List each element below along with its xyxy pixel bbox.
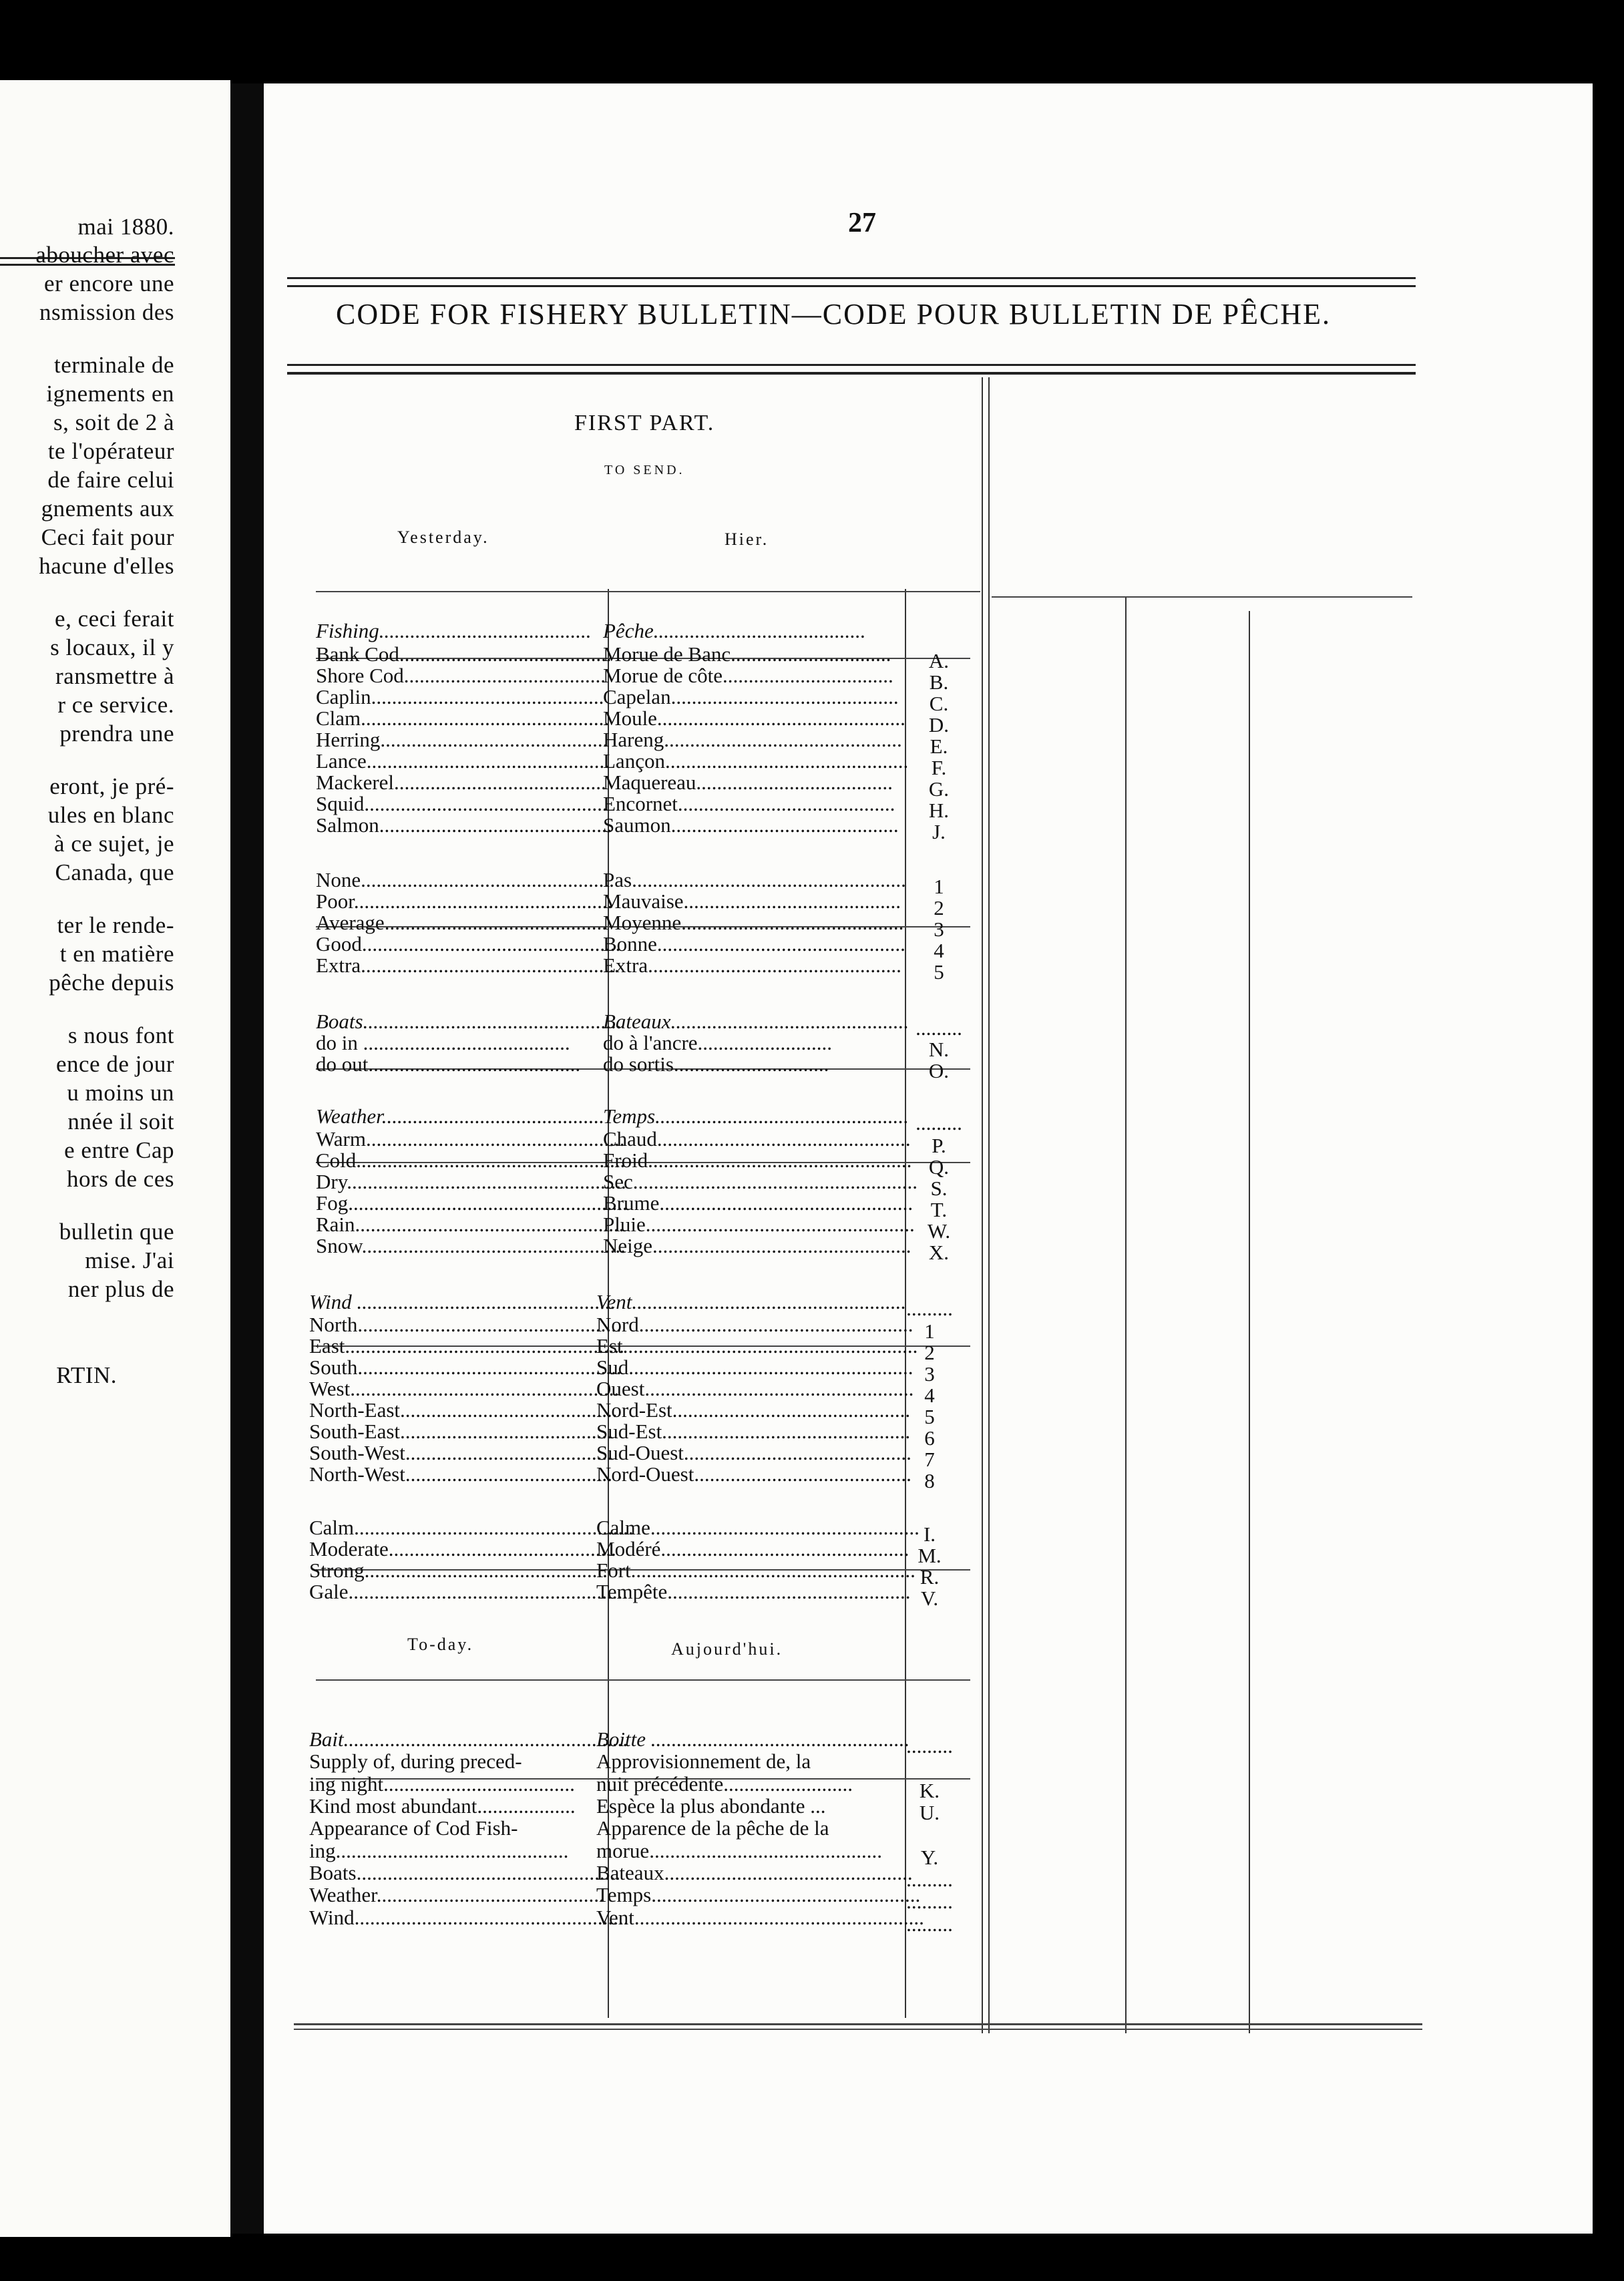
row-code: G. [928,777,950,801]
row-code: F. [931,756,947,779]
row-label-fr: Est......................................................... [596,1334,918,1358]
row-label-en: Extra.................................................. [316,954,620,977]
row-label-fr: Approvisionnement de, la [596,1749,811,1773]
row-label-fr: Calme.................................................... [596,1516,920,1539]
row-label-en: Herring............................................ [316,728,608,751]
row-label-en: Gale...................................................... [309,1580,628,1603]
row-label-en: Boats................................................... [309,1861,620,1884]
row-label-en: Fishing......................................... [316,619,592,642]
row-label-en: Good.................................................. [316,932,621,956]
row-label-en: Wind..................................................... [309,1906,629,1929]
row-label-en: South-East......................................... [309,1420,612,1443]
row-code: D. [928,713,950,737]
row-code: ......... [906,1297,953,1320]
row-label-fr: Nord-Ouest.......................................... [596,1462,911,1486]
table-rule [294,2029,1422,2030]
left-page-text-line: ter le rende- [57,912,174,938]
left-page-text-line: Canada, que [55,859,174,885]
row-label-fr: do sortis.............................. [603,1052,829,1076]
row-label-fr: Sud....................................................... [596,1356,914,1379]
table-vertical-rule [988,377,990,2033]
row-label-fr: Brume................................................. [603,1191,914,1215]
row-label-en: Poor.................................................. [316,889,613,913]
row-code: T. [930,1198,948,1221]
left-page-text-line: ignements en [46,381,174,407]
row-label-en: Salmon............................................. [316,813,612,837]
row-code: B. [929,670,949,694]
header-rule [287,285,1416,287]
row-label-fr: Sec....................................................... [603,1170,918,1193]
row-label-fr: Modéré................................................ [596,1537,909,1561]
left-page-text-line: ence de jour [55,1051,174,1077]
row-label-en: Mackerel......................................... [316,771,606,794]
row-label-fr: Apparence de la pêche de la [596,1816,829,1840]
row-label-en: Wind .................................................. [309,1290,616,1313]
row-label-fr: do à l'ancre.......................... [603,1031,833,1054]
row-label-en: West.................................................... [309,1377,620,1400]
row-label-fr: Chaud................................................. [603,1127,911,1151]
row-code: U. [919,1801,940,1824]
row-code: I. [923,1522,936,1546]
row-label-fr: Moule................................................ [603,706,905,730]
row-code: 1 [924,1319,935,1343]
left-page-text-line: mai 1880. [77,214,174,240]
row-code: 4 [924,1384,935,1407]
part-subtitle: TO SEND. [604,463,685,477]
row-label-en: Moderate............................................ [309,1537,616,1561]
row-label-fr: Lançon............................................... [603,749,909,773]
left-page-text-line: er encore une [44,270,174,296]
row-label-fr: morue............................................. [596,1839,882,1862]
row-label-en: Fog...................................................... [316,1191,628,1215]
row-label-fr: Vent..................................................... [596,1290,907,1313]
row-label-fr: Bonne................................................ [603,932,905,956]
row-label-en: Caplin............................................. [316,685,604,708]
row-code: X. [928,1241,950,1264]
left-page-text-line: bulletin que [59,1219,174,1245]
row-label-en: Weather............................................ [309,1883,604,1906]
left-page-text-line: eront, je pré- [49,773,174,799]
left-page-text-line: pêche depuis [49,970,174,996]
row-label-fr: Extra................................................. [603,954,901,977]
left-page-text-line: ransmettre à [55,663,174,689]
left-page [0,80,230,2237]
row-label-fr: Mauvaise.......................................... [603,889,901,913]
row-label-en: Kind most abundant................... [309,1794,576,1818]
left-page-text-line: te l'opérateur [47,438,174,464]
row-code: 5 [924,1405,935,1428]
row-label-fr: Pas..................................................... [603,868,906,891]
row-code: A. [928,649,950,672]
row-label-fr: Saumon............................................ [603,813,899,837]
row-label-en: Strong............................................... [309,1559,608,1582]
right-page [264,83,1593,2234]
row-label-en: Snow................................................... [316,1234,626,1257]
row-code: ......... [916,1111,962,1134]
row-code: 2 [924,1341,935,1364]
row-label-en: East...................................................... [309,1334,624,1358]
row-label-en: do out......................................... [316,1052,581,1076]
row-label-fr: Espèce la plus abondante ... [596,1794,826,1818]
row-code: 8 [924,1469,935,1492]
row-label-fr: Sud-Est................................................ [596,1420,911,1443]
row-code: R. [920,1565,940,1589]
row-code: H. [928,799,950,822]
row-label-fr: Froid................................................... [603,1149,912,1172]
row-label-fr: Moyenne........................................... [603,911,904,934]
row-code: ......... [906,1912,953,1936]
column-header-hier: Hier. [725,530,769,549]
row-label-en: ing night..................................... [309,1772,575,1796]
row-label-en: North-West........................................ [309,1462,612,1486]
page-gutter [230,83,264,2234]
row-label-en: do in ........................................ [316,1031,570,1054]
left-page-text-line: hors de ces [66,1166,174,1192]
row-label-en: Bait....................................................... [309,1727,628,1751]
row-code: Q. [928,1155,950,1179]
row-label-fr: Morue de Banc............................... [603,642,891,666]
row-label-fr: Temps.................................................... [596,1883,921,1906]
table-vertical-rule [982,377,983,2033]
left-page-text-line: Ceci fait pour [41,524,174,550]
row-label-fr: Encornet.......................................... [603,792,895,815]
row-label-en: South-West........................................ [309,1441,612,1464]
row-label-en: Clam................................................ [316,706,610,730]
left-page-text-line: nsmission des [39,299,174,325]
row-label-fr: Sud-Ouest............................................ [596,1441,911,1464]
left-page-text-line: de faire celui [47,467,174,493]
row-label-en: North-East.......................................... [309,1398,618,1422]
page-title: CODE FOR FISHERY BULLETIN—CODE POUR BULLETIN DE PÊCHE. [336,298,1331,331]
row-code: 1 [934,875,944,898]
left-page-text-line: s locaux, il y [50,634,174,660]
row-code: P. [932,1134,946,1157]
row-code: 2 [934,896,944,919]
row-label-fr: Bateaux.............................................. [603,1010,909,1033]
header-rule [287,372,1416,375]
row-code: 5 [934,960,944,984]
row-label-en: None................................................. [316,868,614,891]
left-page-text-line: RTIN. [56,1362,117,1388]
table-rule [316,591,980,592]
row-label-en: Weather........................................... [316,1104,604,1128]
table-vertical-rule [1249,611,1250,2033]
column-header-yesterday: Yesterday. [397,528,489,547]
row-code: J. [932,820,946,843]
row-label-fr: Tempête............................................... [596,1580,911,1603]
left-page-text-line: gnements aux [41,495,174,522]
left-page-text-line: t en matière [59,941,174,967]
page-number: 27 [848,208,876,238]
row-code: V. [920,1587,939,1610]
row-code: W. [927,1219,951,1243]
row-code: N. [928,1038,950,1061]
row-code: O. [928,1059,950,1082]
row-label-en: ing............................................. [309,1839,569,1862]
table-rule [316,1679,970,1681]
table-rule [294,2023,1422,2025]
row-label-fr: Maquereau...................................... [603,771,893,794]
row-label-en: Boats.................................................. [316,1010,622,1033]
column-header-today: To-day. [407,1635,474,1654]
row-label-en: Cold.................................................... [316,1149,626,1172]
row-code: ......... [906,1868,953,1891]
row-label-en: Bank Cod......................................... [316,642,612,666]
row-code: 4 [934,939,944,962]
left-page-text-line: e, ceci ferait [55,606,174,632]
row-code: 6 [924,1426,935,1450]
row-label-fr: Hareng.............................................. [603,728,902,751]
row-label-en: Calm...................................................... [309,1516,634,1539]
row-label-fr: Pêche......................................... [603,619,866,642]
row-code: 3 [924,1362,935,1386]
row-label-fr: Morue de côte................................. [603,664,893,687]
left-page-text-line: hacune d'elles [39,553,174,579]
left-page-text-line: e entre Cap [64,1137,174,1163]
row-label-fr: nuit précédente......................... [596,1772,853,1796]
row-label-fr: Capelan............................................ [603,685,899,708]
left-page-text-line: r ce service. [57,692,174,718]
row-label-fr: Pluie.................................................... [603,1213,915,1236]
row-code: C. [929,692,949,715]
row-code: ......... [906,1734,953,1757]
row-label-fr: Fort....................................................... [596,1559,916,1582]
left-page-text-line: u moins un [67,1080,174,1106]
left-page-text-line: s nous font [67,1022,174,1048]
row-code: 3 [934,917,944,941]
row-label-en: Shore Cod....................................... [316,664,606,687]
table-rule [992,596,1412,598]
header-rule [287,364,1416,366]
row-code: Y. [920,1846,939,1869]
table-vertical-rule [1125,598,1127,2033]
row-code: 7 [924,1448,935,1471]
row-label-fr: Bateaux................................................ [596,1861,913,1884]
left-page-text-line: aboucher avec [35,242,174,268]
column-header-aujourdhui: Aujourd'hui. [671,1639,783,1659]
row-label-en: Dry...................................................... [316,1170,626,1193]
row-label-en: North................................................... [309,1313,622,1336]
left-page-text-line: mise. J'ai [85,1247,174,1273]
row-label-fr: Nord..................................................... [596,1313,914,1336]
row-label-en: Appearance of Cod Fish- [309,1816,518,1840]
row-label-en: South................................................... [309,1356,622,1379]
row-label-fr: Vent........................................................ [596,1906,924,1929]
row-label-fr: Boitte .................................................. [596,1727,910,1751]
row-label-fr: Neige.................................................. [603,1234,911,1257]
left-page-text-line: s, soit de 2 à [53,409,174,435]
row-label-en: Warm.................................................. [316,1127,625,1151]
row-label-en: Lance............................................... [316,749,610,773]
row-code: M. [918,1544,942,1567]
left-page-text-line: ner plus de [67,1276,174,1302]
row-label-fr: Ouest.................................................... [596,1377,914,1400]
row-code: S. [930,1177,948,1200]
row-label-fr: Temps................................................. [603,1104,909,1128]
row-label-en: Supply of, during preced- [309,1749,522,1773]
row-label-en: Squid............................................... [316,792,608,815]
row-code: E. [930,735,948,758]
header-rule [287,277,1416,279]
row-label-en: Average........................................... [316,911,607,934]
left-page-text-line: terminale de [54,352,174,378]
row-code: ......... [916,1016,962,1040]
row-code: K. [919,1779,940,1802]
row-code: ......... [906,1890,953,1913]
left-page-text-line: prendra une [59,720,174,747]
row-label-fr: Nord-Est.............................................. [596,1398,911,1422]
part-title: FIRST PART. [574,411,715,435]
left-page-text-line: ules en blanc [47,802,174,828]
left-page-text-line: nnée il soit [67,1108,174,1134]
row-label-en: Rain.................................................... [316,1213,624,1236]
left-page-text-line: à ce sujet, je [54,831,174,857]
